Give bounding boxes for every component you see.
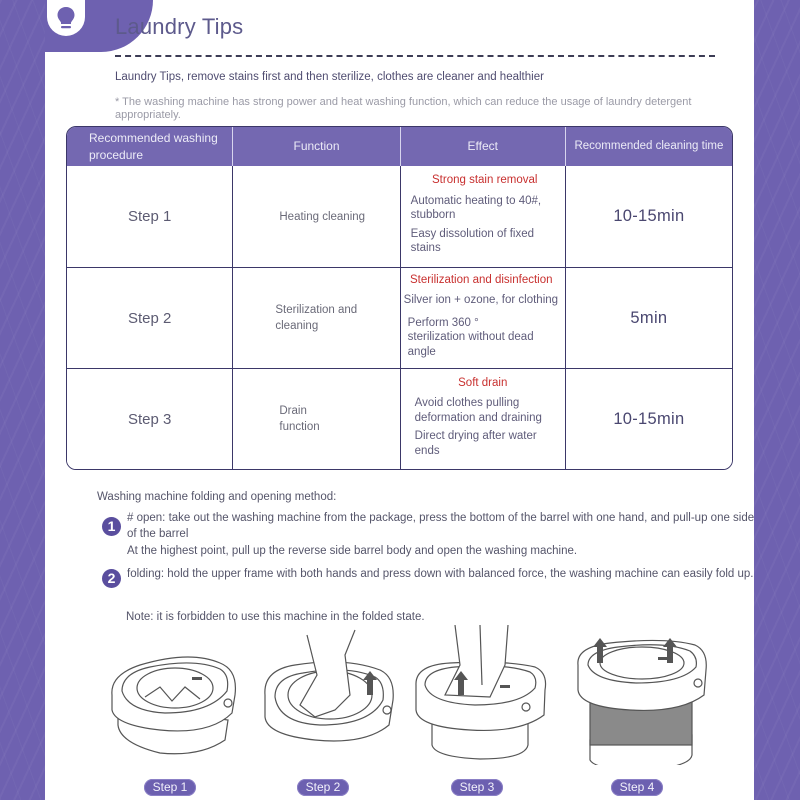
subtitle: Laundry Tips, remove stains first and then sterilize, clothes are cleaner and healthier (115, 71, 544, 83)
effect-title: Soft drain (458, 376, 508, 389)
table-row (67, 166, 732, 267)
detergent-note: * The washing machine has strong power and heat washing function, which can reduce the usage of laundry detergent appropriately. (115, 96, 692, 121)
step-3-badge: Step 3 (451, 779, 503, 796)
time-cell: 10-15min (566, 368, 732, 469)
method-item-text (127, 511, 757, 560)
step-1-badge: Step 1 (144, 779, 196, 796)
forbidden-note: Note: it is forbidden to use this machine in the folded state. (126, 611, 425, 623)
function-cell: Drain function (233, 368, 400, 469)
title-divider (115, 55, 715, 57)
method-item-text (127, 567, 757, 583)
header-effect: Effect (401, 127, 566, 166)
effect-line: Easy dissolution of fixed stains (410, 227, 535, 255)
step-cell: Step 2 (67, 267, 233, 368)
header-time: Recommended cleaning time (566, 127, 732, 166)
page-title: Laundry Tips (115, 14, 244, 39)
step-cell: Step 3 (67, 368, 233, 469)
folded-washer-icon (100, 625, 260, 765)
effect-line: Perform 360 ° sterilization without dead angle (407, 316, 534, 358)
hands-pull-washer-icon (410, 625, 570, 765)
function-cell: Heating cleaning (233, 166, 400, 267)
method-line: At the highest point, pull up the reverse side barrel body and open the washing machine. (127, 545, 578, 557)
effect-title: Strong stain removal (432, 174, 538, 187)
time-cell: 10-15min (566, 166, 732, 267)
function-cell: Sterilization and cleaning (233, 267, 400, 368)
step-cell: Step 1 (67, 166, 233, 267)
method-title: Washing machine folding and opening method: (97, 491, 337, 503)
effect-cell (401, 166, 566, 267)
header-procedure: Recommended washing procedure (67, 127, 233, 166)
effect-title: Sterilization and disinfection (409, 273, 553, 286)
number-2-icon: 2 (102, 569, 121, 588)
method-line: # open: take out the washing machine from the package, press the bottom of the barrel with one hand, and pull-up one side of the barrel (127, 512, 755, 540)
hand-press-washer-icon (255, 625, 415, 765)
time-cell: 5min (566, 267, 732, 368)
effect-line: Avoid clothes pulling deformation and draining (414, 397, 542, 424)
table-row (67, 368, 732, 469)
step-2-badge: Step 2 (297, 779, 349, 796)
header-function: Function (233, 127, 400, 166)
open-washer-icon (570, 625, 730, 765)
washing-table (66, 126, 733, 470)
effect-line: Automatic heating to 40#, stubborn (410, 194, 542, 222)
step-4-badge: Step 4 (611, 779, 663, 796)
table-row (67, 267, 732, 368)
method-line: folding: hold the upper frame with both hands and press down with balanced force, the washing machine can easily fold up. (127, 568, 754, 580)
number-1-icon: 1 (102, 517, 121, 536)
effect-cell (401, 267, 566, 368)
effect-line: Direct drying after water ends (414, 430, 537, 457)
effect-line: Silver ion + ozone, for clothing (403, 294, 559, 307)
table-header-row (67, 127, 732, 166)
effect-cell (401, 368, 566, 469)
